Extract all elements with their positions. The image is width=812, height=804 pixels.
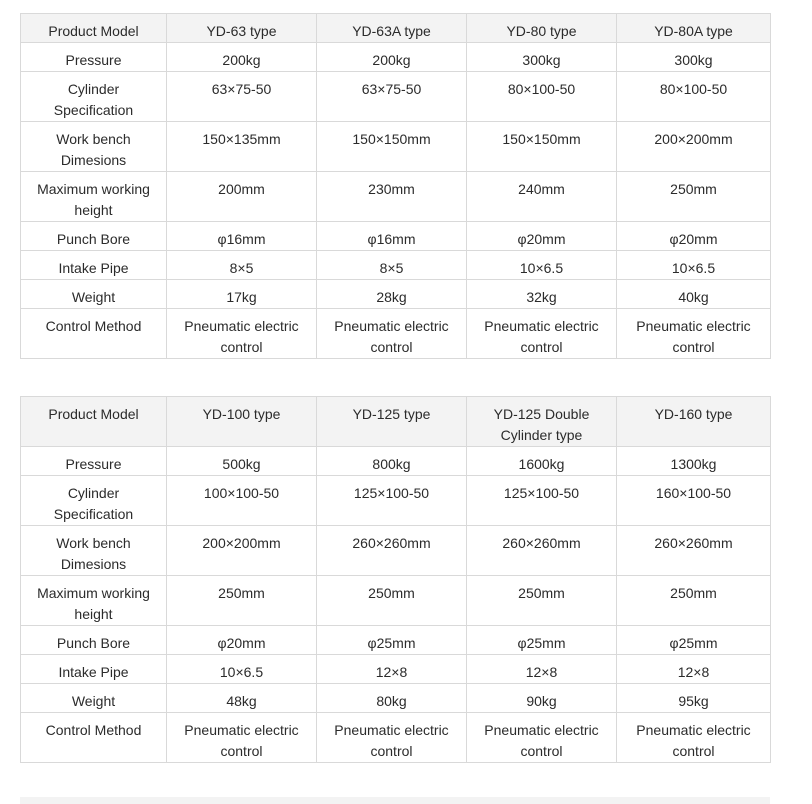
value-cell: 12×8 [317,655,467,684]
value-cell: 100×100-50 [167,476,317,526]
row-label-cell: Intake Pipe [21,655,167,684]
row-label-cell: Pressure [21,447,167,476]
value-cell: 63×75-50 [167,72,317,122]
row-label-cell: Maximum working height [21,172,167,222]
row-label-cell: Control Method [21,309,167,359]
value-cell: 250mm [617,576,771,626]
value-cell: φ20mm [467,222,617,251]
value-cell: φ16mm [167,222,317,251]
header-cell: YD-160 type [617,397,771,447]
row-label-cell: Pressure [21,43,167,72]
row-label-cell: Weight [21,684,167,713]
table-row [21,280,771,309]
row-label-cell: Weight [21,280,167,309]
header-cell: YD-80 type [467,14,617,43]
value-cell: Pneumatic electric control [617,309,771,359]
value-cell: φ20mm [617,222,771,251]
table-row [21,684,771,713]
value-cell: 260×260mm [617,526,771,576]
row-label-cell: Work bench Dimesions [21,526,167,576]
row-label-cell: Punch Bore [21,222,167,251]
row-label-cell: Cylinder Specification [21,476,167,526]
value-cell: 10×6.5 [467,251,617,280]
table-row [21,251,771,280]
value-cell: 17kg [167,280,317,309]
row-label-cell: Cylinder Specification [21,72,167,122]
value-cell: 12×8 [467,655,617,684]
table-header-row [21,397,771,447]
value-cell: 10×6.5 [167,655,317,684]
value-cell: 150×150mm [317,122,467,172]
value-cell: 125×100-50 [317,476,467,526]
value-cell: φ25mm [617,626,771,655]
table-row [21,72,771,122]
value-cell: 250mm [617,172,771,222]
table-row [21,526,771,576]
row-label-cell: Control Method [21,713,167,763]
value-cell: φ20mm [167,626,317,655]
table-row [21,222,771,251]
table-row [21,626,771,655]
value-cell: Pneumatic electric control [167,713,317,763]
row-label-cell: Work bench Dimesions [21,122,167,172]
table-row [21,576,771,626]
value-cell: 200kg [167,43,317,72]
row-label-cell: Intake Pipe [21,251,167,280]
value-cell: 200×200mm [167,526,317,576]
header-cell: YD-125 Double Cylinder type [467,397,617,447]
value-cell: Pneumatic electric control [167,309,317,359]
value-cell: 1600kg [467,447,617,476]
value-cell: φ25mm [467,626,617,655]
value-cell: 80kg [317,684,467,713]
value-cell: 32kg [467,280,617,309]
table-row [21,476,771,526]
row-label-cell: Punch Bore [21,626,167,655]
value-cell: 40kg [617,280,771,309]
value-cell: 240mm [467,172,617,222]
value-cell: Pneumatic electric control [467,713,617,763]
table-row [21,172,771,222]
value-cell: Pneumatic electric control [317,309,467,359]
header-cell: Product Model [21,14,167,43]
value-cell: 80×100-50 [617,72,771,122]
value-cell: 95kg [617,684,771,713]
value-cell: 230mm [317,172,467,222]
table-row [21,122,771,172]
table-row [21,655,771,684]
value-cell: Pneumatic electric control [317,713,467,763]
value-cell: φ16mm [317,222,467,251]
value-cell: 300kg [467,43,617,72]
value-cell: 48kg [167,684,317,713]
value-cell: 250mm [317,576,467,626]
value-cell: 800kg [317,447,467,476]
value-cell: 150×135mm [167,122,317,172]
value-cell: 150×150mm [467,122,617,172]
value-cell: 250mm [167,576,317,626]
value-cell: Pneumatic electric control [617,713,771,763]
header-cell: YD-63A type [317,14,467,43]
table-header-row [21,14,771,43]
value-cell: 200mm [167,172,317,222]
value-cell: 80×100-50 [467,72,617,122]
table-row [21,309,771,359]
value-cell: 200×200mm [617,122,771,172]
value-cell: 300kg [617,43,771,72]
value-cell: 125×100-50 [467,476,617,526]
value-cell: 8×5 [317,251,467,280]
value-cell: 10×6.5 [617,251,771,280]
row-label-cell: Maximum working height [21,576,167,626]
value-cell: 1300kg [617,447,771,476]
header-cell: YD-63 type [167,14,317,43]
value-cell: 500kg [167,447,317,476]
next-table-edge [20,797,770,804]
header-cell: YD-125 type [317,397,467,447]
value-cell: 90kg [467,684,617,713]
value-cell: 12×8 [617,655,771,684]
spec-table-1 [20,13,771,359]
header-cell: Product Model [21,397,167,447]
header-cell: YD-100 type [167,397,317,447]
header-cell: YD-80A type [617,14,771,43]
table-row [21,447,771,476]
spec-table-2 [20,396,771,763]
table-row [21,713,771,763]
value-cell: 63×75-50 [317,72,467,122]
value-cell: 160×100-50 [617,476,771,526]
value-cell: φ25mm [317,626,467,655]
value-cell: 8×5 [167,251,317,280]
value-cell: 28kg [317,280,467,309]
value-cell: 260×260mm [317,526,467,576]
value-cell: 200kg [317,43,467,72]
table-row [21,43,771,72]
value-cell: 250mm [467,576,617,626]
value-cell: 260×260mm [467,526,617,576]
value-cell: Pneumatic electric control [467,309,617,359]
